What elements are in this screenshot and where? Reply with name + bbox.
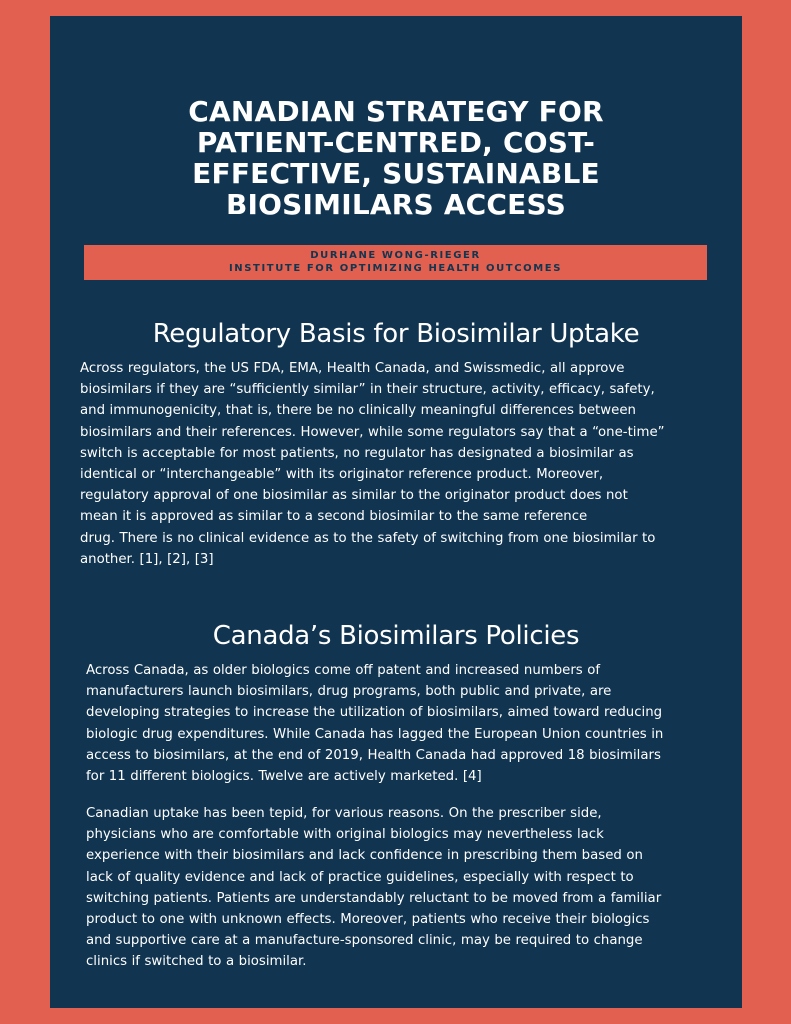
text-line: biosimilars and their references. However, while some regulators say that a “one-time” [80,424,665,440]
content-panel [50,16,742,1008]
author-banner [84,245,707,280]
paragraph-regulatory [80,358,665,570]
text-line: biosimilars if they are “sufficiently similar” in their structure, activity, efficacy, safety, [80,382,655,398]
text-line: product to one with unknown effects. Moreover, patients who receive their biologics [86,912,650,928]
text-line: biologic drug expenditures. While Canada has lagged the European Union countries in [86,726,664,742]
author-name: DURHANE WONG-RIEGER [310,250,481,261]
document-title [50,96,742,220]
text-line: identical or “interchangeable” with its originator reference product. Moreover, [80,467,604,483]
title-line: BIOSIMILARS ACCESS [226,188,566,221]
text-line: mean it is approved as similar to a second biosimilar to the same reference [80,509,588,525]
text-line: Canadian uptake has been tepid, for various reasons. On the prescriber side, [86,806,602,821]
text-line: lack of quality evidence and lack of practice guidelines, especially with respect to [86,869,634,885]
section-heading-policies: Canada’s Biosimilars Policies [212,621,580,651]
text-line: and supportive care at a manufacture-sponsored clinic, may be required to change [86,933,643,949]
section-heading-regulatory: Regulatory Basis for Biosimilar Uptake [152,319,640,349]
text-line: physicians who are comfortable with original biologics may nevertheless lack [86,827,604,843]
text-line: drug. There is no clinical evidence as to the safety of switching from one biosimilar to [80,530,656,546]
title-line: PATIENT-CENTRED, COST- [196,126,596,159]
text-line: access to biosimilars, at the end of 2019, Health Canada had approved 18 biosimilars [86,747,661,763]
text-line: and immunogenicity, that is, there be no clinically meaningful differences between [80,403,636,419]
title-line: EFFECTIVE, SUSTAINABLE [192,157,600,190]
paragraph-policies [86,660,663,787]
title-line: CANADIAN STRATEGY FOR [188,95,604,128]
text-line: developing strategies to increase the utilization of biosimilars, aimed toward reducing [86,705,663,721]
text-line: for 11 different biologics. Twelve are actively marketed. [4] [86,769,482,785]
text-line: Across Canada, as older biologics come off patent and increased numbers of [86,663,601,678]
text-line: switching patients. Patients are understandably reluctant to be moved from a familiar [86,890,662,906]
paragraph-uptake [86,803,661,973]
text-line: manufacturers launch biosimilars, drug programs, both public and private, are [86,684,612,700]
text-line: Across regulators, the US FDA, EMA, Health Canada, and Swissmedic, all approve [80,361,625,376]
text-line: experience with their biosimilars and lack confidence in prescribing them based on [86,848,643,864]
text-line: clinics if switched to a biosimilar. [86,954,307,970]
text-line: switch is acceptable for most patients, no regulator has designated a biosimilar as [80,445,634,461]
author-organization: INSTITUTE FOR OPTIMIZING HEALTH OUTCOMES [228,263,563,274]
text-line: another. [1], [2], [3] [80,551,214,567]
text-line: regulatory approval of one biosimilar as similar to the originator product does not [80,488,628,504]
